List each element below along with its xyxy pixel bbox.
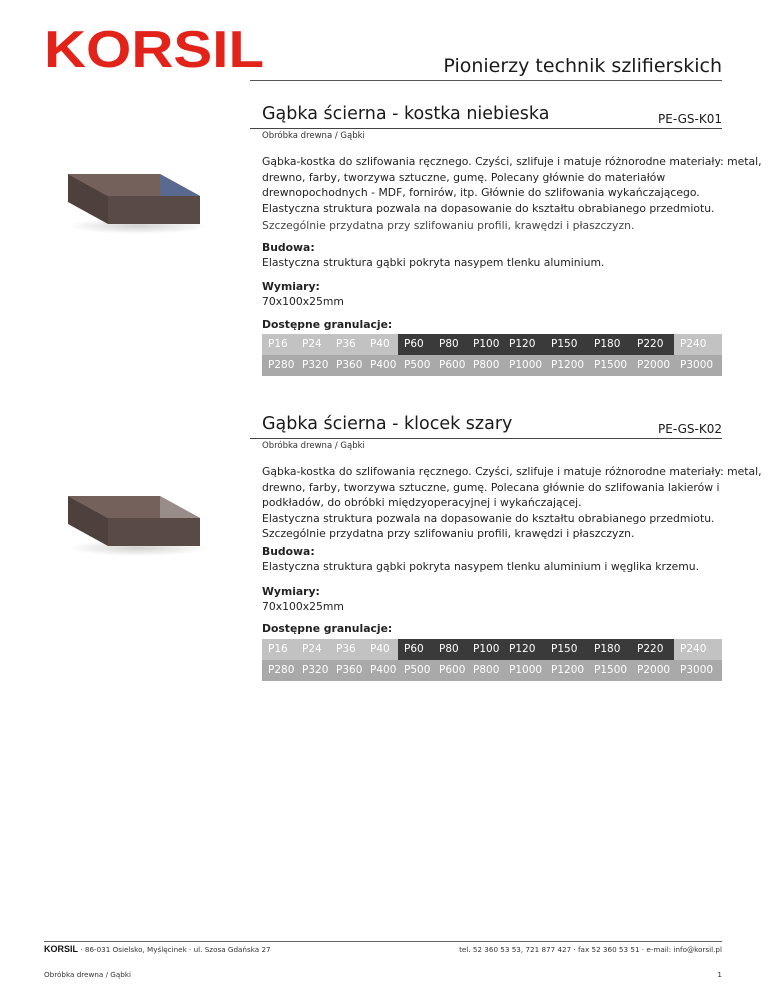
description-line: drewno, farby, tworzywa sztuczne, gumę. Polecany głównie do materiałów <box>262 170 666 184</box>
grain-cell: P40 <box>364 639 398 660</box>
description-line: drewnopochodnych - MDF, fornirów, itp. Głównie do szlifowania wykańczającego. <box>262 186 700 199</box>
grain-cell: P40 <box>364 334 398 355</box>
grain-cell: P36 <box>330 639 364 660</box>
grain-cell: P3000 <box>674 660 722 681</box>
construction-text: Elastyczna struktura gąbki pokryta nasypem tlenku aluminium i węglika krzemu. <box>262 560 700 573</box>
grains-row-bottom <box>262 355 722 376</box>
sponge-image <box>48 466 218 556</box>
grain-cell: P360 <box>330 355 364 376</box>
grain-cell: P320 <box>296 660 330 681</box>
footer-address-text: · 86-031 Osielsko, Myślęcinek · ul. Szosa Gdańska 27 <box>78 945 271 954</box>
product-title: Gąbka ścierna - klocek szary <box>262 414 513 434</box>
grain-cell: P280 <box>262 660 296 681</box>
product-divider <box>250 438 722 439</box>
product-code: PE-GS-K02 <box>658 422 722 436</box>
grain-cell: P24 <box>296 334 330 355</box>
grain-cell: P150 <box>545 334 588 355</box>
grain-cell: P3000 <box>674 355 722 376</box>
grain-cell: P240 <box>674 334 722 355</box>
grain-cell: P1000 <box>503 660 545 681</box>
grain-cell: P100 <box>467 334 503 355</box>
grain-cell: P500 <box>398 355 433 376</box>
footer-category: Obróbka drewna / Gąbki <box>44 970 132 979</box>
grains-label: Dostępne granulacje: <box>262 622 393 635</box>
dimensions-section <box>262 279 344 309</box>
construction-section <box>262 544 699 574</box>
description-note: Szczególnie przydatna przy szlifowaniu profili, krawędzi i płaszczyzn. <box>262 219 635 232</box>
dimensions-text: 70x100x25mm <box>262 600 344 613</box>
grain-cell: P800 <box>467 355 503 376</box>
grain-cell: P16 <box>262 639 296 660</box>
grain-cell: P60 <box>398 639 433 660</box>
description-line: podkładów, do obróbki międzyoperacyjnej i wykańczającej. <box>262 496 582 509</box>
grain-cell: P60 <box>398 334 433 355</box>
dimensions-label: Wymiary: <box>262 280 320 293</box>
grains-table <box>262 639 722 681</box>
grain-cell: P180 <box>588 639 631 660</box>
grain-cell: P240 <box>674 639 722 660</box>
grain-cell: P1500 <box>588 355 631 376</box>
grains-row-top <box>262 639 722 660</box>
grains-row-bottom <box>262 660 722 681</box>
product-description <box>262 464 762 542</box>
grain-cell: P600 <box>433 660 467 681</box>
description-line: Szczególnie przydatna przy szlifowaniu profili, krawędzi i płaszczyzn. <box>262 527 635 540</box>
grain-cell: P400 <box>364 660 398 681</box>
footer-address <box>44 944 271 954</box>
product-divider <box>250 128 722 129</box>
grain-cell: P2000 <box>631 355 674 376</box>
grain-cell: P100 <box>467 639 503 660</box>
grain-cell: P280 <box>262 355 296 376</box>
header-divider <box>250 80 722 81</box>
description-line: drewno, farby, tworzywa sztuczne, gumę. Polecana głównie do szlifowania lakierów i <box>262 480 720 494</box>
grain-cell: P80 <box>433 639 467 660</box>
description-line: Gąbka-kostka do szlifowania ręcznego. Czyści, szlifuje i matuje różnorodne materiały: metal, <box>262 465 762 478</box>
grain-cell: P1200 <box>545 355 588 376</box>
product-title: Gąbka ścierna - kostka niebieska <box>262 104 550 124</box>
grain-cell: P120 <box>503 334 545 355</box>
product-description <box>262 154 762 234</box>
grain-cell: P220 <box>631 334 674 355</box>
grains-section <box>262 317 392 332</box>
tagline: Pionierzy technik szlifierskich <box>443 55 722 77</box>
sponge-image <box>48 144 218 234</box>
grain-cell: P24 <box>296 639 330 660</box>
grains-table <box>262 334 722 376</box>
grain-cell: P500 <box>398 660 433 681</box>
dimensions-section <box>262 584 344 614</box>
grain-cell: P1500 <box>588 660 631 681</box>
grain-cell: P360 <box>330 660 364 681</box>
description-line: Elastyczna struktura pozwala na dopasowanie do kształtu obrabianego przedmiotu. <box>262 511 715 525</box>
dimensions-text: 70x100x25mm <box>262 295 344 308</box>
footer-logo: KORSIL <box>44 944 79 954</box>
grain-cell: P800 <box>467 660 503 681</box>
grains-row-top <box>262 334 722 355</box>
product-category: Obróbka drewna / Gąbki <box>262 131 365 141</box>
grain-cell: P400 <box>364 355 398 376</box>
construction-section <box>262 240 604 270</box>
grain-cell: P150 <box>545 639 588 660</box>
grain-cell: P600 <box>433 355 467 376</box>
product-card <box>0 414 768 694</box>
footer-contact: tel. 52 360 53 53, 721 877 427 · fax 52 360 53 51 · e-mail: info@korsil.pl <box>459 945 722 954</box>
page-number: 1 <box>717 970 722 979</box>
product-category: Obróbka drewna / Gąbki <box>262 441 365 451</box>
dimensions-label: Wymiary: <box>262 585 320 598</box>
grain-cell: P1000 <box>503 355 545 376</box>
construction-label: Budowa: <box>262 241 315 254</box>
grains-section <box>262 621 392 636</box>
grain-cell: P120 <box>503 639 545 660</box>
product-code: PE-GS-K01 <box>658 112 722 126</box>
description-line: Gąbka-kostka do szlifowania ręcznego. Czyści, szlifuje i matuje różnorodne materiały: metal, <box>262 155 762 168</box>
grain-cell: P36 <box>330 334 364 355</box>
grains-label: Dostępne granulacje: <box>262 318 393 331</box>
grain-cell: P1200 <box>545 660 588 681</box>
footer-divider <box>44 941 722 942</box>
grain-cell: P220 <box>631 639 674 660</box>
construction-text: Elastyczna struktura gąbki pokryta nasypem tlenku aluminium. <box>262 256 605 269</box>
grain-cell: P180 <box>588 334 631 355</box>
grain-cell: P320 <box>296 355 330 376</box>
construction-label: Budowa: <box>262 545 315 558</box>
grain-cell: P80 <box>433 334 467 355</box>
korsil-logo: KORSIL <box>44 21 265 79</box>
grain-cell: P16 <box>262 334 296 355</box>
product-card <box>0 104 768 384</box>
grain-cell: P2000 <box>631 660 674 681</box>
description-line: Elastyczna struktura pozwala na dopasowanie do kształtu obrabianego przedmiotu. <box>262 201 715 215</box>
